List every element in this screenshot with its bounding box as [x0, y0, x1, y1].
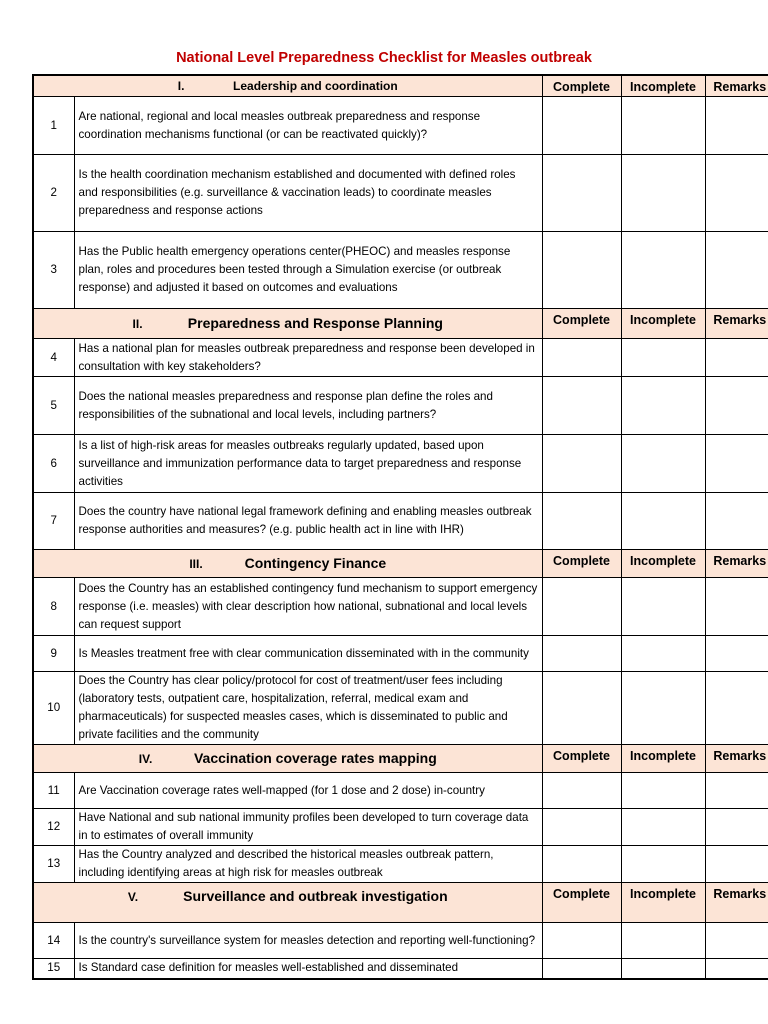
row-number: 9 — [33, 636, 74, 672]
remarks-cell[interactable] — [705, 97, 768, 155]
incomplete-cell[interactable] — [621, 846, 705, 883]
remarks-header: Remarks — [705, 550, 768, 578]
row-number: 8 — [33, 578, 74, 636]
remarks-header: Remarks — [705, 745, 768, 773]
table-row — [33, 493, 768, 550]
page-title: National Level Preparedness Checklist for Measles outbreak — [176, 50, 592, 66]
remarks-cell[interactable] — [705, 672, 768, 745]
incomplete-cell[interactable] — [621, 959, 705, 979]
table-row — [33, 923, 768, 959]
complete-cell[interactable] — [542, 435, 621, 493]
incomplete-cell[interactable] — [621, 578, 705, 636]
complete-cell[interactable] — [542, 339, 621, 377]
row-number: 1 — [33, 97, 74, 155]
row-number: 6 — [33, 435, 74, 493]
table-row — [33, 377, 768, 435]
checklist-table — [32, 74, 768, 980]
section-header-row — [33, 883, 768, 923]
incomplete-header: Incomplete — [621, 550, 705, 578]
section-label: Preparedness and Response Planning — [187, 314, 443, 331]
table-row — [33, 672, 768, 745]
complete-cell[interactable] — [542, 846, 621, 883]
question-text: Is a list of high-risk areas for measles outbreaks regularly updated, based upon surveillance and immunization performance data to target preparedness and response activities — [74, 435, 542, 493]
section-label: Leadership and coordination — [233, 78, 398, 93]
incomplete-header: Incomplete — [621, 309, 705, 339]
question-text: Have National and sub national immunity profiles been developed to turn coverage data in to estimates of overall immunity — [74, 809, 542, 846]
complete-header: Complete — [542, 745, 621, 773]
section-title — [33, 883, 542, 923]
section-title — [33, 75, 542, 97]
section-number: IV. — [138, 751, 153, 766]
question-text: Has a national plan for measles outbreak preparedness and response been developed in consultation with key stakeholders? — [74, 339, 542, 377]
complete-cell[interactable] — [542, 377, 621, 435]
table-row — [33, 636, 768, 672]
incomplete-cell[interactable] — [621, 809, 705, 846]
incomplete-cell[interactable] — [621, 155, 705, 232]
question-text: Is the country's surveillance system for measles detection and reporting well-functioning? — [74, 923, 542, 959]
remarks-cell[interactable] — [705, 846, 768, 883]
section-title — [33, 745, 542, 773]
complete-cell[interactable] — [542, 809, 621, 846]
question-text: Does the national measles preparedness and response plan define the roles and responsibilities of the subnational and local levels, including partners? — [74, 377, 542, 435]
complete-cell[interactable] — [542, 97, 621, 155]
section-header-row — [33, 745, 768, 773]
complete-cell[interactable] — [542, 578, 621, 636]
complete-cell[interactable] — [542, 923, 621, 959]
section-label: Contingency Finance — [244, 554, 387, 571]
row-number: 11 — [33, 773, 74, 809]
section-header-row — [33, 309, 768, 339]
remarks-cell[interactable] — [705, 923, 768, 959]
section-title — [33, 309, 542, 339]
section-label: Vaccination coverage rates mapping — [193, 749, 437, 766]
row-number: 4 — [33, 339, 74, 377]
complete-cell[interactable] — [542, 959, 621, 979]
row-number: 13 — [33, 846, 74, 883]
question-text: Does the Country has an established contingency fund mechanism to support emergency response (i.e. measles) with clear description how national, subnational and local levels can request support — [74, 578, 542, 636]
row-number: 3 — [33, 232, 74, 309]
question-text: Is Measles treatment free with clear communication disseminated with in the community — [74, 636, 542, 672]
question-text: Are national, regional and local measles outbreak preparedness and response coordination mechanisms functional (or can be reactivated quickly)? — [74, 97, 542, 155]
remarks-cell[interactable] — [705, 339, 768, 377]
incomplete-cell[interactable] — [621, 636, 705, 672]
remarks-header: Remarks — [705, 309, 768, 339]
question-text: Has the Public health emergency operations center(PHEOC) and measles response plan, roles and procedures been tested through a Simulation exercise (or outbreak response) and adjusted it based on outcomes and evaluations — [74, 232, 542, 309]
remarks-cell[interactable] — [705, 773, 768, 809]
incomplete-header: Incomplete — [621, 745, 705, 773]
complete-header: Complete — [542, 883, 621, 923]
table-row — [33, 435, 768, 493]
table-row — [33, 773, 768, 809]
question-text: Has the Country analyzed and described the historical measles outbreak pattern, including identifying areas at high risk for measles outbreak — [74, 846, 542, 883]
table-row — [33, 846, 768, 883]
complete-cell[interactable] — [542, 636, 621, 672]
row-number: 2 — [33, 155, 74, 232]
section-number: III. — [189, 556, 203, 571]
incomplete-cell[interactable] — [621, 339, 705, 377]
remarks-cell[interactable] — [705, 377, 768, 435]
table-row — [33, 959, 768, 979]
complete-header: Complete — [542, 309, 621, 339]
section-label: Surveillance and outbreak investigation — [183, 888, 448, 904]
complete-cell[interactable] — [542, 773, 621, 809]
incomplete-cell[interactable] — [621, 377, 705, 435]
incomplete-cell[interactable] — [621, 493, 705, 550]
row-number: 15 — [33, 959, 74, 979]
complete-header: Complete — [542, 75, 621, 97]
section-header-row — [33, 75, 768, 97]
remarks-header: Remarks — [705, 883, 768, 923]
incomplete-cell[interactable] — [621, 232, 705, 309]
table-row — [33, 155, 768, 232]
remarks-cell[interactable] — [705, 578, 768, 636]
incomplete-cell[interactable] — [621, 773, 705, 809]
remarks-cell[interactable] — [705, 155, 768, 232]
section-number: II. — [132, 316, 143, 331]
question-text: Are Vaccination coverage rates well-mapped (for 1 dose and 2 dose) in-country — [74, 773, 542, 809]
incomplete-header: Incomplete — [621, 75, 705, 97]
remarks-cell[interactable] — [705, 959, 768, 979]
incomplete-header: Incomplete — [621, 883, 705, 923]
question-text: Is Standard case definition for measles well-established and disseminated — [74, 959, 542, 979]
complete-cell[interactable] — [542, 232, 621, 309]
section-header-row — [33, 550, 768, 578]
complete-cell[interactable] — [542, 493, 621, 550]
section-title — [33, 550, 542, 578]
table-row — [33, 232, 768, 309]
incomplete-cell[interactable] — [621, 97, 705, 155]
incomplete-cell[interactable] — [621, 435, 705, 493]
complete-cell[interactable] — [542, 155, 621, 232]
question-text: Does the country have national legal framework defining and enabling measles outbreak response authorities and measures? (e.g. public health act in line with IHR) — [74, 493, 542, 550]
table-row — [33, 578, 768, 636]
section-number: I. — [177, 78, 185, 93]
complete-cell[interactable] — [542, 672, 621, 745]
remarks-cell[interactable] — [705, 636, 768, 672]
row-number: 5 — [33, 377, 74, 435]
incomplete-cell[interactable] — [621, 672, 705, 745]
complete-header: Complete — [542, 550, 621, 578]
remarks-header: Remarks — [705, 75, 768, 97]
row-number: 7 — [33, 493, 74, 550]
question-text: Is the health coordination mechanism established and documented with defined roles and responsibilities (e.g. surveillance & vaccination leads) to coordinate measles preparedness and response actions — [74, 155, 542, 232]
row-number: 12 — [33, 809, 74, 846]
remarks-cell[interactable] — [705, 232, 768, 309]
table-row — [33, 339, 768, 377]
row-number: 10 — [33, 672, 74, 745]
remarks-cell[interactable] — [705, 493, 768, 550]
remarks-cell[interactable] — [705, 809, 768, 846]
section-number: V. — [127, 890, 139, 904]
row-number: 14 — [33, 923, 74, 959]
table-row — [33, 97, 768, 155]
question-text: Does the Country has clear policy/protocol for cost of treatment/user fees including (laboratory tests, outpatient care, hospitalization, referral, medical exam and pharmaceuticals) for suspected measles cases, which is disseminated to public and private facilities and the community — [74, 672, 542, 745]
remarks-cell[interactable] — [705, 435, 768, 493]
table-row — [33, 809, 768, 846]
incomplete-cell[interactable] — [621, 923, 705, 959]
